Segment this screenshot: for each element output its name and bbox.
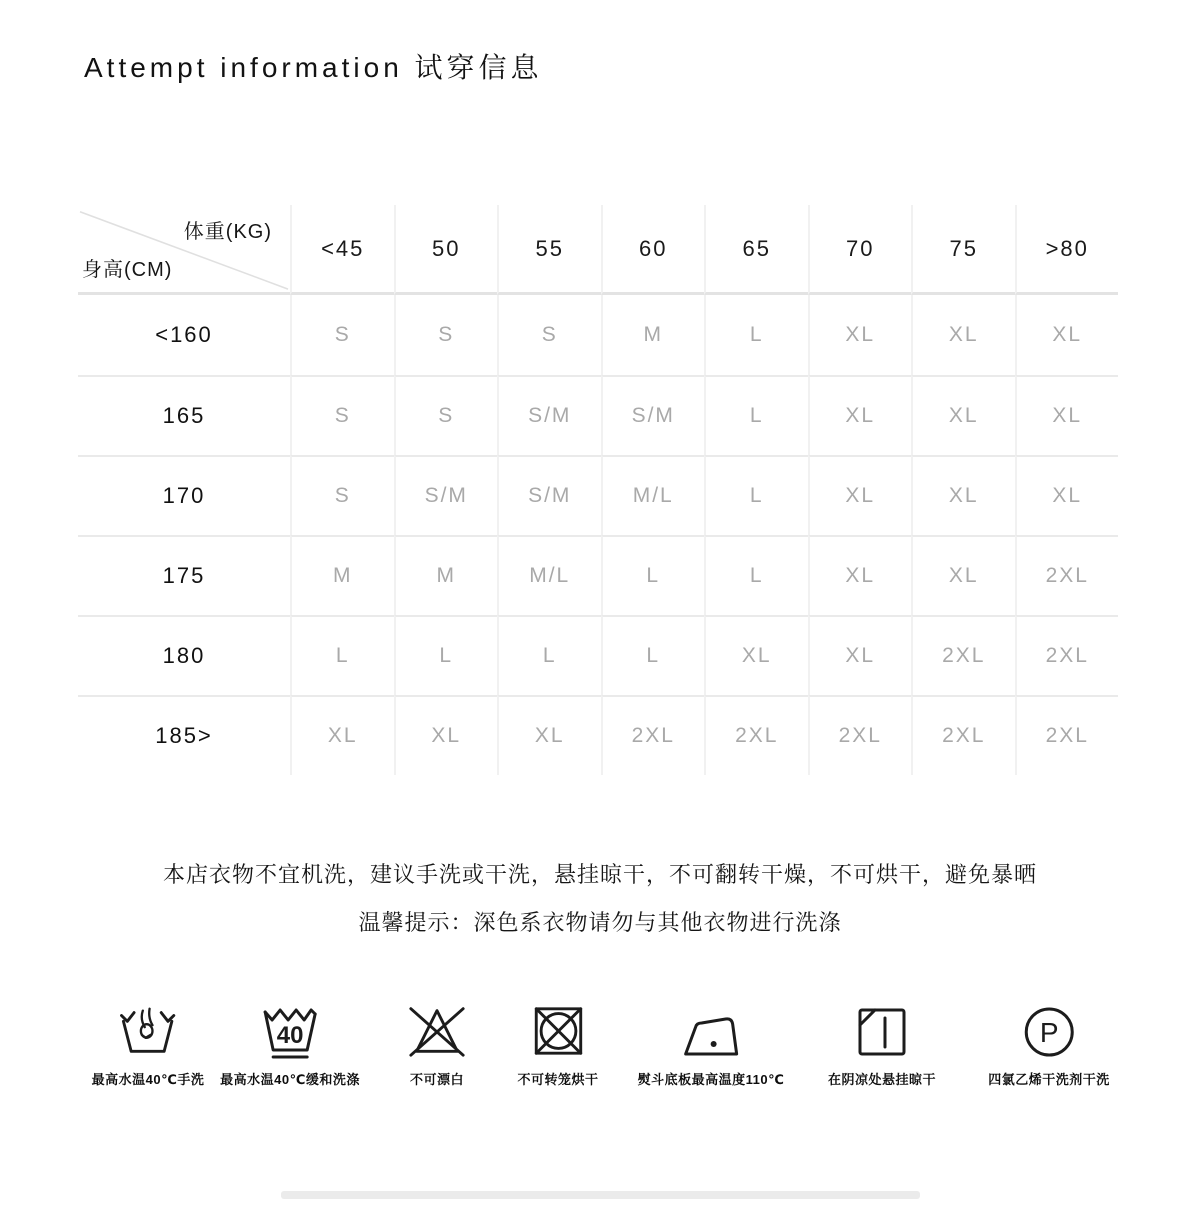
- size-cell: XL: [808, 535, 912, 615]
- size-cell: S: [394, 295, 498, 375]
- weight-header: 50: [394, 205, 498, 295]
- size-cell: XL: [497, 695, 601, 775]
- dry-clean-letter: P: [1039, 1017, 1059, 1048]
- weight-header: >80: [1015, 205, 1119, 295]
- size-cell: XL: [290, 695, 394, 775]
- table-corner-cell: [78, 205, 290, 295]
- care-item-dry-clean-p: [988, 998, 1110, 1088]
- no-tumble-dry-icon: [529, 998, 587, 1060]
- height-axis-label: 身高(CM): [82, 259, 173, 281]
- care-caption: 最高水温40℃缓和洗涤: [220, 1072, 360, 1087]
- height-label: 170: [78, 455, 290, 535]
- size-cell: M: [601, 295, 705, 375]
- size-cell: S: [290, 455, 394, 535]
- size-cell: L: [704, 455, 808, 535]
- wash-temp-label: 40: [276, 1022, 304, 1049]
- size-cell: L: [394, 615, 498, 695]
- bottom-divider-bar: [281, 1191, 920, 1199]
- size-cell: M/L: [601, 455, 705, 535]
- size-cell: 2XL: [1015, 695, 1119, 775]
- size-cell: XL: [911, 375, 1015, 455]
- size-cell: XL: [808, 295, 912, 375]
- weight-header: 70: [808, 205, 912, 295]
- dry-clean-p-icon: [1021, 998, 1077, 1060]
- size-cell: M/L: [497, 535, 601, 615]
- size-cell: XL: [394, 695, 498, 775]
- weight-axis-label: 体重(KG): [183, 221, 272, 243]
- weight-header: 75: [911, 205, 1015, 295]
- size-cell: S: [290, 375, 394, 455]
- care-caption: 四氯乙烯干洗剂干洗: [988, 1072, 1110, 1087]
- size-cell: S/M: [497, 455, 601, 535]
- care-item-wash-40: [220, 998, 360, 1088]
- size-cell: L: [601, 535, 705, 615]
- care-caption: 不可转笼烘干: [517, 1072, 599, 1087]
- size-cell: 2XL: [704, 695, 808, 775]
- size-cell: M: [394, 535, 498, 615]
- size-cell: L: [704, 535, 808, 615]
- size-cell: XL: [911, 295, 1015, 375]
- care-caption: 熨斗底板最高温度110℃: [637, 1072, 785, 1087]
- hand-wash-icon: [117, 998, 179, 1060]
- size-cell: XL: [911, 455, 1015, 535]
- height-label: 185>: [78, 695, 290, 775]
- care-caption: 不可漂白: [409, 1072, 464, 1087]
- height-label: 175: [78, 535, 290, 615]
- size-cell: S: [290, 295, 394, 375]
- size-cell: S/M: [394, 455, 498, 535]
- size-cell: L: [601, 615, 705, 695]
- size-cell: L: [704, 295, 808, 375]
- size-cell: 2XL: [1015, 615, 1119, 695]
- care-item-no-tumble-dry: [517, 998, 598, 1088]
- iron-110-icon: [678, 998, 744, 1060]
- size-cell: S/M: [497, 375, 601, 455]
- height-label: <160: [155, 322, 213, 347]
- size-cell: XL: [911, 535, 1015, 615]
- size-cell: L: [497, 615, 601, 695]
- size-cell: M: [290, 535, 394, 615]
- care-caption: 最高水温40℃手洗: [91, 1072, 205, 1087]
- care-item-hand-wash: [92, 998, 205, 1088]
- weight-header: 60: [601, 205, 705, 295]
- care-item-iron-110: [638, 998, 785, 1088]
- page-title: Attempt information 试穿信息: [84, 52, 543, 83]
- care-caption: 在阴凉处悬挂晾干: [827, 1072, 937, 1087]
- height-label: 165: [78, 375, 290, 455]
- size-cell: XL: [808, 375, 912, 455]
- care-item-no-bleach: [406, 998, 468, 1088]
- weight-header: 55: [497, 205, 601, 295]
- weight-header: 65: [704, 205, 808, 295]
- size-cell: 2XL: [808, 695, 912, 775]
- size-cell: XL: [1015, 375, 1119, 455]
- wash-40-icon: [258, 998, 322, 1060]
- size-cell: S: [497, 295, 601, 375]
- size-cell: L: [704, 375, 808, 455]
- weight-header: <45: [290, 205, 394, 295]
- size-cell: L: [290, 615, 394, 695]
- size-cell: 2XL: [601, 695, 705, 775]
- size-cell: XL: [808, 615, 912, 695]
- size-chart-table: [78, 205, 1118, 775]
- size-cell: S/M: [601, 375, 705, 455]
- size-cell: XL: [1015, 455, 1119, 535]
- height-label: 180: [78, 615, 290, 695]
- care-item-shade-hang-dry: [828, 998, 936, 1088]
- no-bleach-icon: [406, 998, 468, 1060]
- size-cell: S: [394, 375, 498, 455]
- shade-hang-dry-icon: [854, 998, 910, 1060]
- size-cell: 2XL: [911, 695, 1015, 775]
- care-note-line1: 本店衣物不宜机洗，建议手洗或干洗，悬挂晾干，不可翻转干燥，不可烘干，避免暴晒: [162, 862, 1037, 887]
- size-cell: 2XL: [1015, 535, 1119, 615]
- care-note-line2: 温馨提示：深色系衣物请勿与其他衣物进行洗涤: [358, 910, 842, 935]
- size-cell: XL: [808, 455, 912, 535]
- size-cell: XL: [1015, 295, 1119, 375]
- size-cell: 2XL: [911, 615, 1015, 695]
- size-cell: XL: [704, 615, 808, 695]
